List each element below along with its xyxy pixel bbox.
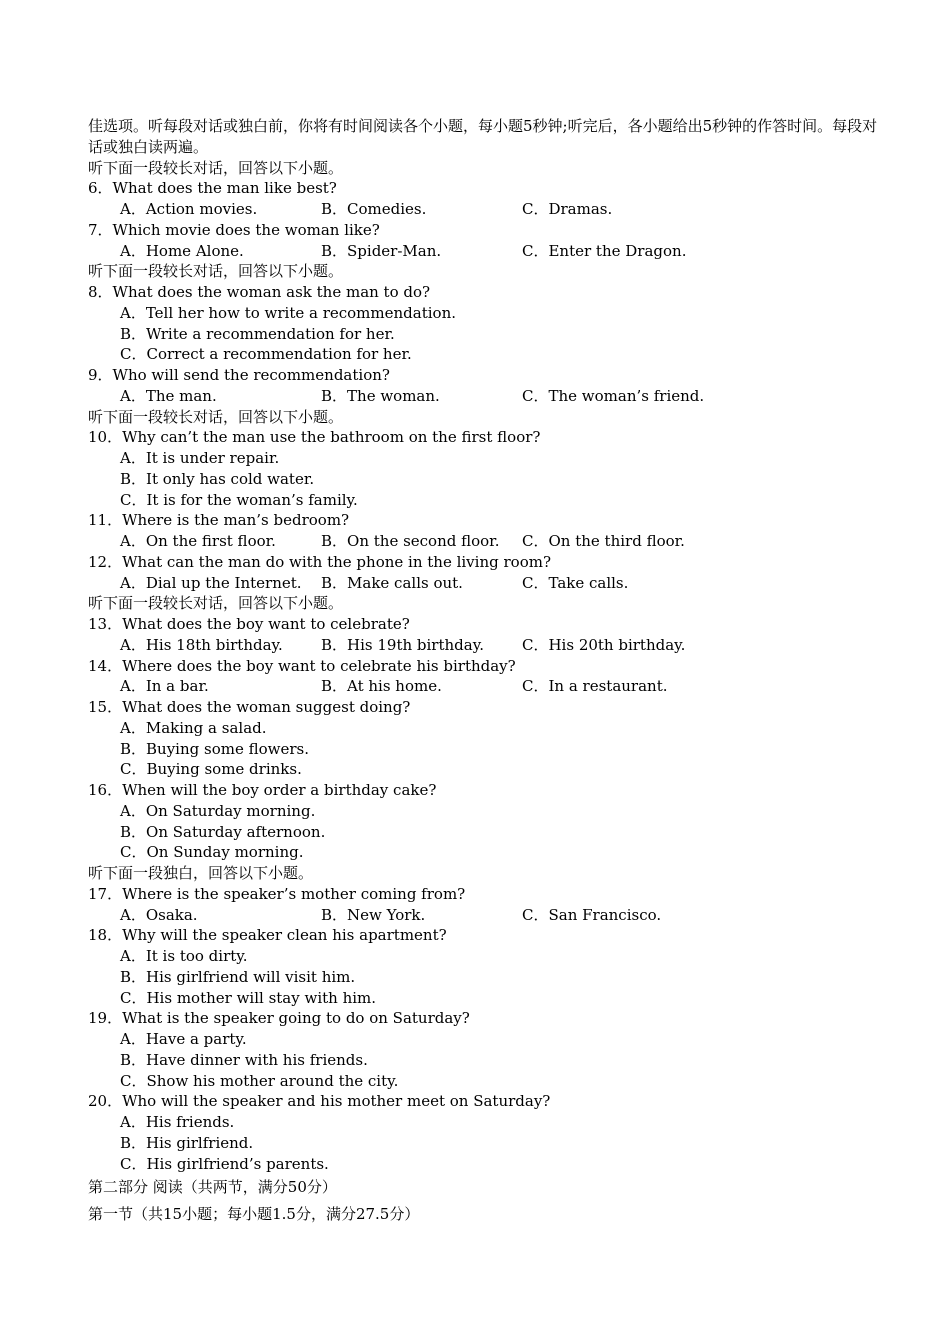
question-stem: 6．What does the man like best? [88,179,337,198]
option-b: B．New York. [321,905,426,924]
option-b: B．His girlfriend. [120,1133,254,1152]
option-b: B．Make calls out. [321,573,463,592]
option-a: A．The man. [120,386,217,405]
question-stem: 16．When will the boy order a birthday cake? [88,781,437,799]
question-stem: 13．What does the boy want to celebrate? [88,615,410,633]
option-b: B．His 19th birthday. [321,635,484,654]
option-a: A．His 18th birthday. [120,635,283,654]
option-a: A．Home Alone. [120,241,244,260]
question-stem: 9．Who will send the recommendation? [88,366,390,384]
exam-page [88,116,878,1228]
section-instruction: 听下面一段较长对话，回答以下小题。 [88,158,344,177]
option-a: A．It is too dirty. [120,947,248,965]
intro-text: 佳选项。听每段对话或独白前，你将有时间阅读各个小题，每小题5秒钟;听完后，各小题给出5秒钟的作答时间。每段对话或独白读两遍。 [88,117,878,156]
option-a: A．His friends. [120,1113,235,1131]
option-c: C．It is for the woman’s family. [120,490,358,509]
question-stem: 7．Which movie does the woman like? [88,220,380,239]
option-a: A．Dial up the Internet. [120,573,302,592]
options-row [88,386,878,407]
option-c: C．Buying some drinks. [120,760,302,779]
options-row [88,573,878,594]
question-stem: 17．Where is the speaker’s mother coming from? [88,884,466,903]
section-instruction: 听下面一段独白，回答以下小题。 [88,864,314,882]
option-a: A．Making a salad. [120,718,267,737]
option-c: C．His girlfriend’s parents. [120,1154,329,1173]
option-a: A．Action movies. [120,200,258,218]
section-heading: 第一节（共15小题；每小题1.5分，满分27.5分） [88,1205,420,1224]
option-b: B．It only has cold water. [120,469,315,488]
option-c: C．Dramas. [522,200,613,218]
options-row [88,635,878,656]
options-row [88,905,878,926]
option-b: B．His girlfriend will visit him. [120,967,356,986]
option-a: A．It is under repair. [120,449,280,467]
question-stem: 15．What does the woman suggest doing? [88,698,411,716]
question-stem: 10．Why can’t the man use the bathroom on the first floor? [88,428,541,447]
option-c: C．The woman’s friend. [522,386,705,405]
option-b: B．Write a recommendation for her. [120,324,395,343]
question-stem: 11．Where is the man’s bedroom? [88,511,350,530]
option-c: C．On Sunday morning. [120,843,304,862]
option-b: B．Buying some flowers. [120,739,309,758]
options-row [88,199,878,220]
section-instruction: 听下面一段较长对话，回答以下小题。 [88,407,344,426]
option-c: C．Show his mother around the city. [120,1071,399,1090]
options-row [88,241,878,262]
option-c: C．On the third floor. [522,532,685,550]
option-c: C．Take calls. [522,573,629,592]
question-stem: 8．What does the woman ask the man to do? [88,283,431,301]
options-row [88,676,878,697]
option-b: B．On Saturday afternoon. [120,822,326,841]
option-c: C．Enter the Dragon. [522,241,687,260]
option-a: A．In a bar. [120,677,209,696]
option-b: B．Have dinner with his friends. [120,1050,368,1069]
option-c: C．In a restaurant. [522,677,668,696]
option-b: B．At his home. [321,677,442,696]
option-b: B．The woman. [321,386,440,405]
option-a: A．On Saturday morning. [120,801,316,820]
option-a: A．On the first floor. [120,532,276,550]
question-stem: 19．What is the speaker going to do on Saturday? [88,1009,470,1028]
option-c: C．San Francisco. [522,905,662,924]
question-stem: 12．What can the man do with the phone in the living room? [88,552,551,571]
option-a: A．Have a party. [120,1030,247,1048]
option-c: C．Correct a recommendation for her. [120,345,412,364]
option-a: A．Osaka. [120,905,198,924]
part-heading: 第二部分 阅读（共两节，满分50分） [88,1178,337,1197]
option-a: A．Tell her how to write a recommendation. [120,303,456,322]
option-c: C．His 20th birthday. [522,635,686,654]
option-b: B．Comedies. [321,200,427,218]
option-b: B．On the second floor. [321,532,500,550]
question-stem: 20．Who will the speaker and his mother meet on Saturday? [88,1092,551,1111]
option-c: C．His mother will stay with him. [120,988,377,1007]
option-b: B．Spider-Man. [321,241,442,260]
options-row [88,531,878,552]
section-instruction: 听下面一段较长对话，回答以下小题。 [88,594,344,613]
question-stem: 14．Where does the boy want to celebrate his birthday? [88,656,516,675]
section-instruction: 听下面一段较长对话，回答以下小题。 [88,262,344,281]
question-stem: 18．Why will the speaker clean his apartment? [88,926,447,945]
